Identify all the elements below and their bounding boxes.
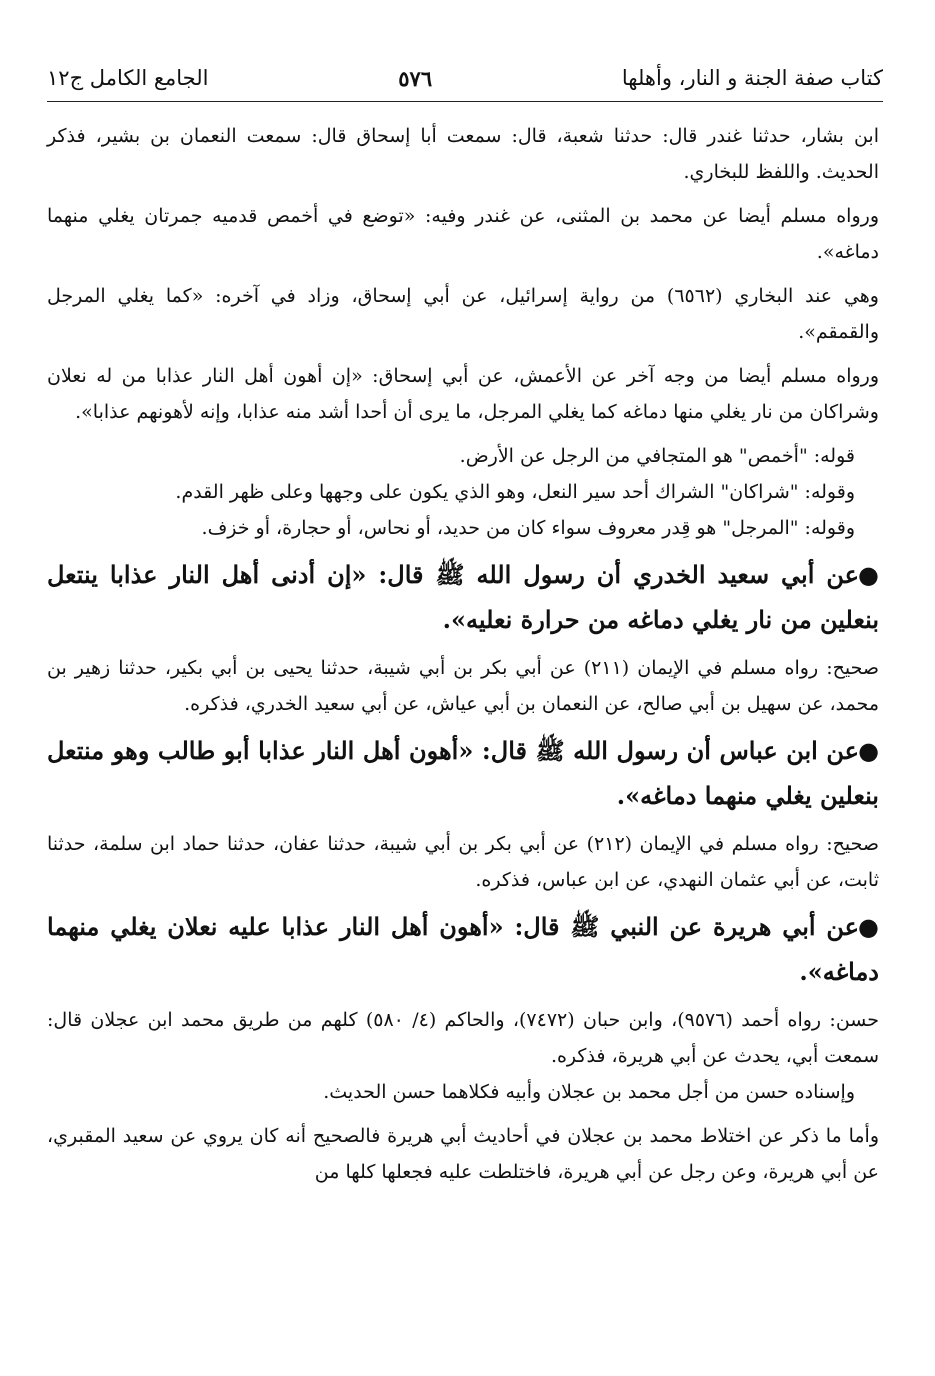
hadith-text: عن ابن عباس أن رسول الله ﷺ قال: «أهون أهل النار عذابا أبو طالب وهو منتعل بنعلين يغلي منهما دماغه». <box>47 736 879 810</box>
bullet-icon: ● <box>858 560 879 589</box>
page-number: ٥٧٦ <box>398 65 433 91</box>
paragraph: وهي عند البخاري (٦٥٦٢) من رواية إسرائيل، عن أبي إسحاق، وزاد في آخره: «كما يغلي المرجل والقمقم». <box>47 285 879 343</box>
header-rule <box>47 101 883 102</box>
bullet-icon: ● <box>858 736 880 765</box>
hadith-paragraph <box>47 552 879 642</box>
note-paragraph: وإسناده حسن من أجل محمد بن عجلان وأبيه فكلاهما حسن الحديث. <box>323 1081 855 1103</box>
paragraph: ورواه مسلم أيضا من وجه آخر عن الأعمش، عن أبي إسحاق: «إن أهون أهل النار عذابا من له نعلان وشراكان من نار يغلي منها دماغه كما يغلي المرجل، ما يرى أن أحدا أشد منه عذابا، وإنه لأهونهم عذابا». <box>47 365 879 423</box>
hadith-paragraph <box>47 728 879 818</box>
hadith-text: عن أبي هريرة عن النبي ﷺ قال: «أهون أهل النار عذابا عليه نعلان يغلي منهما دماغه». <box>47 912 879 986</box>
paragraph: ورواه مسلم أيضا عن محمد بن المثنى، عن غندر وفيه: «توضع في أخمص قدميه جمرتان يغلي منهما دماغه». <box>47 205 879 263</box>
note-paragraph: وقوله: "شراكان" الشراك أحد سير النعل، وهو الذي يكون على وجهها وعلى ظهر القدم. <box>175 481 855 503</box>
bullet-icon: ● <box>858 912 879 941</box>
header-chapter-title: كتاب صفة الجنة و النار، وأهلها <box>621 66 883 90</box>
paragraph: ابن بشار، حدثنا غندر قال: حدثنا شعبة، قال: سمعت أبا إسحاق قال: سمعت النعمان بن بشير، فذكر الحديث. واللفظ للبخاري. <box>47 125 879 183</box>
paragraph: حسن: رواه أحمد (٩٥٧٦)، وابن حبان (٧٤٧٢)، والحاكم (٤/ ٥٨٠) كلهم من طريق محمد ابن عجلان قال: سمعت أبي، يحدث عن أبي هريرة، فذكره. <box>47 1009 879 1067</box>
page-body <box>47 118 879 1190</box>
page-header <box>47 60 883 96</box>
hadith-text: عن أبي سعيد الخدري أن رسول الله ﷺ قال: «إن أدنى أهل النار عذابا ينتعل بنعلين من نار يغلي دماغه من حرارة نعليه». <box>47 560 879 634</box>
paragraph: وأما ما ذكر عن اختلاط محمد بن عجلان في أحاديث أبي هريرة فالصحيح أنه كان يروي عن سعيد المقبري، عن أبي هريرة، وعن رجل عن أبي هريرة، فاختلطت عليه فجعلها كلها من <box>47 1125 879 1183</box>
note-paragraph: قوله: "أخمص" هو المتجافي من الرجل عن الأرض. <box>459 445 855 467</box>
header-book-title: الجامع الكامل ج١٢ <box>47 66 209 90</box>
paragraph: صحيح: رواه مسلم في الإيمان (٢١١) عن أبي بكر بن أبي شيبة، حدثنا يحيى بن أبي بكير، حدثنا زهير بن محمد، عن سهيل بن أبي صالح، عن النعمان بن أبي عياش، عن أبي سعيد الخدري، فذكره. <box>47 657 879 715</box>
hadith-paragraph <box>47 904 879 994</box>
note-paragraph: وقوله: "المرجل" هو قِدر معروف سواء كان من حديد، أو نحاس، أو حجارة، أو خزف. <box>201 517 855 539</box>
paragraph: صحيح: رواه مسلم في الإيمان (٢١٢) عن أبي بكر بن أبي شيبة، حدثنا عفان، حدثنا حماد ابن سلمة، حدثنا ثابت، عن أبي عثمان النهدي، عن ابن عباس، فذكره. <box>47 833 880 891</box>
